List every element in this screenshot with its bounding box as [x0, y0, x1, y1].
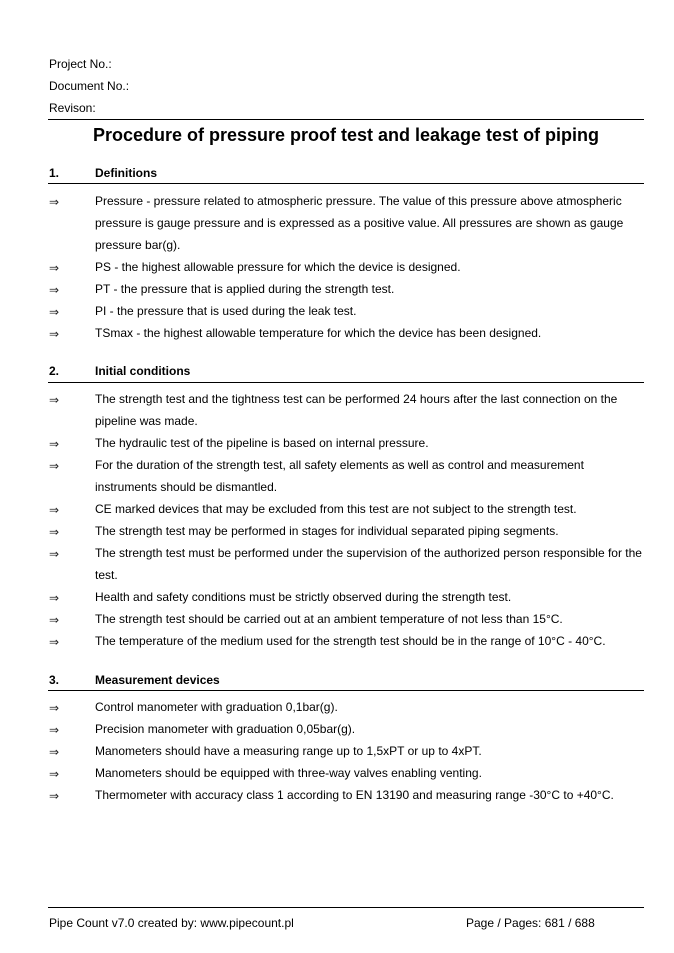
list-item-text: TSmax - the highest allowable temperature for which the device has been designed.: [95, 326, 542, 340]
list-item: [49, 278, 649, 300]
list-item: [49, 740, 649, 762]
double-arrow-right-icon: ⇒: [49, 305, 60, 319]
list-item: [49, 608, 649, 630]
list-item-text: The hydraulic test of the pipeline is based on internal pressure.: [95, 436, 429, 450]
section-number: 1.: [49, 166, 60, 180]
list-item: [49, 432, 649, 454]
section-divider: [48, 183, 644, 184]
double-arrow-right-icon: ⇒: [49, 503, 60, 517]
double-arrow-right-icon: ⇒: [49, 261, 60, 275]
list-item-text: Thermometer with accuracy class 1 according to EN 13190 and measuring range -30°C to +40°C.: [95, 788, 614, 802]
section-name: Initial conditions: [95, 364, 191, 378]
list-item-text: Control manometer with graduation 0,1bar(g).: [95, 700, 338, 714]
list-item: [49, 542, 649, 586]
section-number: 3.: [49, 673, 60, 687]
double-arrow-right-icon: ⇒: [49, 789, 60, 803]
section-divider: [48, 690, 644, 691]
section-name: Measurement devices: [95, 673, 220, 687]
list-item: [49, 388, 649, 432]
header-divider: [48, 119, 644, 120]
list-item: [49, 190, 649, 256]
list-item-text: The strength test and the tightness test can be performed 24 hours after the last connection on the pipeline was made.: [95, 392, 618, 428]
double-arrow-right-icon: ⇒: [49, 437, 60, 451]
double-arrow-right-icon: ⇒: [49, 547, 60, 561]
list-item: [49, 256, 649, 278]
document-no-label: Document No.:: [49, 79, 130, 93]
list-item-text: The strength test must be performed under the supervision of the authorized person responsible for the test.: [95, 546, 642, 582]
double-arrow-right-icon: ⇒: [49, 613, 60, 627]
footer-credit: Pipe Count v7.0 created by: www.pipecount.pl: [49, 916, 294, 930]
list-item-text: Pressure - pressure related to atmospheric pressure. The value of this pressure above atmospheric pressure is gauge pressure and is expressed as a positive value. All pressures are shown as gauge pressure bar(g).: [95, 194, 624, 252]
list-item-text: Health and safety conditions must be strictly observed during the strength test.: [95, 590, 512, 604]
double-arrow-right-icon: ⇒: [49, 525, 60, 539]
list-item: [49, 520, 649, 542]
list-item-text: PS - the highest allowable pressure for which the device is designed.: [95, 260, 461, 274]
revision-label: Revison:: [49, 101, 96, 115]
list-item-text: PI - the pressure that is used during the leak test.: [95, 304, 357, 318]
section-name: Definitions: [95, 166, 157, 180]
list-item-text: For the duration of the strength test, all safety elements as well as control and measurement instruments should be dismantled.: [95, 458, 584, 494]
section-divider: [48, 382, 644, 383]
double-arrow-right-icon: ⇒: [49, 701, 60, 715]
double-arrow-right-icon: ⇒: [49, 723, 60, 737]
list-item-text: The temperature of the medium used for the strength test should be in the range of 10°C - 40°C.: [95, 634, 606, 648]
double-arrow-right-icon: ⇒: [49, 591, 60, 605]
double-arrow-right-icon: ⇒: [49, 459, 60, 473]
list-item: [49, 762, 649, 784]
list-item: [49, 454, 649, 498]
double-arrow-right-icon: ⇒: [49, 745, 60, 759]
list-item-text: The strength test may be performed in stages for individual separated piping segments.: [95, 524, 559, 538]
list-item: [49, 784, 649, 806]
double-arrow-right-icon: ⇒: [49, 283, 60, 297]
list-item-text: Manometers should be equipped with three-way valves enabling venting.: [95, 766, 482, 780]
double-arrow-right-icon: ⇒: [49, 327, 60, 341]
list-item: [49, 300, 649, 322]
list-item: [49, 630, 649, 652]
list-item-text: Precision manometer with graduation 0,05bar(g).: [95, 722, 356, 736]
list-item: [49, 696, 649, 718]
footer-divider: [48, 907, 644, 908]
list-item: [49, 498, 649, 520]
section-number: 2.: [49, 364, 60, 378]
list-item: [49, 322, 649, 344]
list-item-text: The strength test should be carried out at an ambient temperature of not less than 15°C.: [95, 612, 563, 626]
list-item: [49, 586, 649, 608]
list-item-text: PT - the pressure that is applied during the strength test.: [95, 282, 395, 296]
list-item-text: CE marked devices that may be excluded from this test are not subject to the strength test.: [95, 502, 577, 516]
project-no-label: Project No.:: [49, 57, 112, 71]
double-arrow-right-icon: ⇒: [49, 767, 60, 781]
page-number: Page / Pages: 681 / 688: [466, 916, 595, 930]
list-item: [49, 718, 649, 740]
page-title: Procedure of pressure proof test and leakage test of piping: [92, 125, 600, 145]
double-arrow-right-icon: ⇒: [49, 393, 60, 407]
list-item-text: Manometers should have a measuring range up to 1,5xPT or up to 4xPT.: [95, 744, 482, 758]
double-arrow-right-icon: ⇒: [49, 195, 60, 209]
double-arrow-right-icon: ⇒: [49, 635, 60, 649]
